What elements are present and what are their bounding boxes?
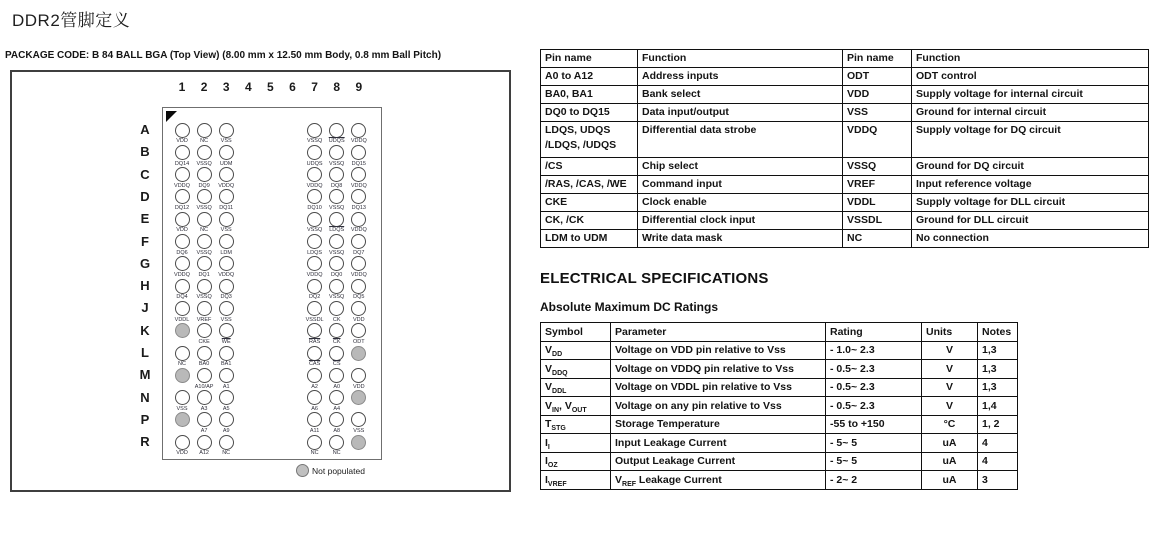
bga-ball-label: VDDQ [218,182,235,189]
parameter-cell: Voltage on VDDL pin relative to Vss [611,378,826,397]
parameter-cell: Output Leakage Current [611,452,826,471]
bga-ball-label: A7 [200,428,208,435]
bga-ball-label: ODT [352,338,365,345]
bga-column-number: 9 [355,80,363,94]
function-cell: Supply voltage for internal circuit [912,86,1149,104]
bga-row-letter: C [140,166,150,182]
pin-name-cell: NC [843,230,912,248]
bga-ball [219,212,234,227]
bga-row-letter: G [139,255,151,271]
bga-ball [219,279,234,294]
notes-cell: 1,3 [978,378,1018,397]
table-row [541,452,1018,471]
bga-column-number: 4 [244,80,252,94]
bga-ball-label: VDDQ [306,182,323,189]
table-row [541,341,1018,360]
bga-ball [197,212,212,227]
pin-name-cell: VSSDL [843,212,912,230]
absolute-maximum-dc-ratings-heading: Absolute Maximum DC Ratings [540,300,719,314]
function-cell: Supply voltage for DQ circuit [912,122,1149,158]
pin-table-header-cell: Pin name [541,50,638,68]
bga-ball-label: A10/AP [194,383,214,390]
bga-ball [219,368,234,383]
bga-ball [351,368,366,383]
bga-ball-label: VSSQ [306,227,323,234]
bga-ball-label: A9 [222,428,230,435]
bga-ball-label: LDM [220,249,232,256]
bga-row-letter: D [140,188,150,204]
bga-ball-label: $\overline{CAS}$ [308,361,321,368]
pin-name-cell: DQ0 to DQ15 [541,104,638,122]
pin-name-cell: BA0, BA1 [541,86,638,104]
bga-ball [197,123,212,138]
rating-cell: - 0.5~ 2.3 [826,397,922,416]
bga-ball-label: UDQS [306,160,323,167]
pin-table-header-cell: Function [912,50,1149,68]
bga-row-letter: K [140,322,150,338]
bga-ball-label: DQ0 [331,272,343,278]
bga-ball-label: A4 [333,405,341,412]
bga-ball [197,256,212,271]
rating-cell: - 2~ 2 [826,471,922,490]
bga-ball-label: DQ9 [198,182,210,189]
pin-name-cell: CKE [541,194,638,212]
bga-ball [329,368,344,383]
table-row [541,415,1018,434]
bga-ball-label: VDD [352,316,365,323]
parameter-cell: $V_{REF}$ Leakage Current [611,471,826,490]
bga-ball [197,346,212,361]
bga-ball [175,412,190,427]
bga-ball [351,279,366,294]
bga-ball-label: VDDL [174,316,190,323]
pin-name-cell: VREF [843,176,912,194]
bga-ball [307,234,322,249]
notes-cell: 4 [978,434,1018,453]
bga-ball-label: VSS [176,405,188,412]
bga-ball [175,212,190,227]
bga-ball [219,323,234,338]
bga-ball-label: VSS [220,316,232,323]
bga-ball [175,368,190,383]
bga-ball-label: A12 [199,450,209,457]
bga-ball [175,435,190,450]
spec-table-header-cell: Notes [978,323,1018,342]
bga-ball-label: VDD [176,450,188,457]
bga-ball-label: A1 [222,383,230,390]
bga-ball [197,279,212,294]
bga-ball-label: A8 [333,428,341,435]
pin-name-cell: VSS [843,104,912,122]
parameter-cell: Voltage on VDD pin relative to Vss [611,341,826,360]
bga-ball [197,145,212,160]
bga-ball-label: DQ1 [198,272,210,278]
bga-column-number: 2 [200,80,208,94]
bga-row-letter: E [140,211,150,227]
bga-column-number: 3 [222,80,230,94]
bga-ball [219,189,234,204]
function-cell: Ground for DLL circuit [912,212,1149,230]
bga-row-letter: H [140,278,150,294]
bga-ball-label: DQ8 [331,182,343,189]
bga-ball [175,167,190,182]
function-cell: Command input [638,176,843,194]
bga-ball-label: LDQS [329,227,345,234]
spec-table-header-cell: Parameter [611,323,826,342]
pin1-marker-icon [166,111,177,122]
symbol-cell: $I_{OZ}$ [541,452,611,471]
notes-cell: 1,3 [978,360,1018,379]
bga-column-number: 8 [333,80,341,94]
bga-ball [307,435,322,450]
bga-column-number: 5 [267,80,274,94]
bga-ball [219,346,234,361]
bga-column-number: 7 [311,80,318,94]
bga-ball-label: VDDQ [350,227,367,234]
bga-ball [329,346,344,361]
units-cell: V [922,378,978,397]
pin-table-header-cell: Function [638,50,843,68]
symbol-cell: $V_{IN}$, $V_{OUT}$ [541,397,611,416]
bga-ball-label: VDDQ [218,272,235,278]
bga-ball [219,256,234,271]
bga-ball-label: VDD [176,227,188,234]
bga-ball-label: NC [200,227,209,234]
bga-ball [175,189,190,204]
bga-ball [351,212,366,227]
bga-ball-label: BA0 [198,361,210,368]
units-cell: V [922,397,978,416]
bga-ball-label: VSSQ [329,294,345,301]
bga-ball-label: VDDQ [350,138,367,145]
bga-ball-label: VSSQ [196,294,212,301]
bga-ball [175,323,190,338]
bga-ball-label: VDDQ [174,272,190,278]
bga-ball [307,346,322,361]
function-cell: Ground for internal circuit [912,104,1149,122]
units-cell: V [922,360,978,379]
table-row [541,378,1018,397]
rating-cell: - 5~ 5 [826,452,922,471]
bga-ball [175,256,190,271]
table-row [541,397,1018,416]
spec-table-header-cell: Units [922,323,978,342]
bga-ball-label: $\overline{RAS}$ [308,338,321,345]
function-cell: Differential clock input [638,212,843,230]
bga-row-letter: P [140,411,150,427]
bga-ball [175,234,190,249]
bga-ball-label: CK [332,316,341,323]
table-row [541,212,1149,230]
bga-column-number: 6 [289,80,296,94]
bga-row-letter: F [141,233,149,249]
parameter-cell: Storage Temperature [611,415,826,434]
units-cell: °C [922,415,978,434]
bga-ball-label: VSSQ [196,160,212,167]
bga-ball [329,123,344,138]
pin-table-header-row [541,50,1149,68]
bga-ball [197,189,212,204]
table-row [541,68,1149,86]
bga-ball-label: A2 [311,383,318,390]
bga-row-letter: J [141,300,149,316]
bga-ball-label: UDQS [328,138,345,145]
bga-ball [197,323,212,338]
bga-ball [219,123,234,138]
bga-ball-label: NC [332,450,341,457]
bga-ball [307,279,322,294]
table-row [541,176,1149,194]
pin-name-cell: LDQS, UDQS /LDQS, /UDQS [541,122,638,158]
notes-cell: 4 [978,452,1018,471]
units-cell: uA [922,434,978,453]
parameter-cell: Input Leakage Current [611,434,826,453]
bga-ball [175,390,190,405]
table-row [541,122,1149,158]
spec-table-header-row [541,323,1018,342]
table-row [541,104,1149,122]
bga-column-number: 1 [178,80,186,94]
bga-ball [197,435,212,450]
table-row [541,434,1018,453]
bga-ball-label: DQ4 [176,294,188,301]
table-row [541,471,1018,490]
bga-ball-label: A5 [222,405,230,412]
pin-name-cell: VDDL [843,194,912,212]
absolute-maximum-dc-ratings-table [540,322,1018,490]
pin-name-cell: VDDQ [843,122,912,158]
bga-ball-label: BA1 [220,361,232,368]
rating-cell: - 0.5~ 2.3 [826,360,922,379]
bga-ball-label: VDD [176,138,188,145]
parameter-cell: Voltage on any pin relative to Vss [611,397,826,416]
bga-ball-label: A6 [311,405,318,412]
pin-name-cell: /RAS, /CAS, /WE [541,176,638,194]
function-cell: Clock enable [638,194,843,212]
bga-ball-label: DQ15 [351,160,366,167]
symbol-cell: $T_{STG}$ [541,415,611,434]
spec-table-header-cell: Symbol [541,323,611,342]
pin-name-cell: ODT [843,68,912,86]
bga-ball-label: NC [178,361,186,368]
bga-ball-label: DQ12 [174,205,190,212]
bga-ball-label: VDDQ [350,272,367,278]
notes-cell: 3 [978,471,1018,490]
bga-ball [329,279,344,294]
pin-name-cell: CK, /CK [541,212,638,230]
table-row [541,86,1149,104]
function-cell: ODT control [912,68,1149,86]
symbol-cell: $I_I$ [541,434,611,453]
bga-row-letter: M [139,367,151,383]
table-row [541,194,1149,212]
bga-ball-label: $\overline{CS}$ [332,361,341,368]
function-cell: Bank select [638,86,843,104]
pin-name-cell: VDD [843,86,912,104]
bga-ball-label: DQ14 [174,160,190,167]
not-populated-ball-icon [296,464,309,477]
bga-ball-label: DQ5 [353,294,365,301]
bga-ball [219,234,234,249]
function-cell: Address inputs [638,68,843,86]
bga-ball-label: VSS [220,138,232,145]
symbol-cell: $V_{DD}$ [541,341,611,360]
bga-ball [307,123,322,138]
bga-ball-label: $\overline{CK}$ [332,338,341,345]
bga-ball [329,435,344,450]
parameter-cell: Voltage on VDDQ pin relative to Vss [611,360,826,379]
bga-ball [351,145,366,160]
bga-ball [219,412,234,427]
bga-ball-label: LDQS [307,249,323,256]
function-cell: Write data mask [638,230,843,248]
bga-ball-label: VDDQ [174,182,190,189]
bga-ball-label: VSSQ [329,205,345,212]
bga-ball [329,145,344,160]
units-cell: uA [922,452,978,471]
bga-ball-label: NC [200,138,209,145]
bga-ball [175,301,190,316]
bga-ball-label: NC [310,450,319,457]
bga-ball [219,435,234,450]
bga-ball-label: DQ11 [219,205,234,212]
bga-ball [197,167,212,182]
bga-ball-label: VSSQ [329,249,345,256]
bga-ball [197,368,212,383]
bga-ball-label: VSSQ [306,138,323,145]
bga-row-letter: N [140,389,150,405]
bga-ball-label: VSS [353,428,365,435]
rating-cell: - 1.0~ 2.3 [826,341,922,360]
bga-ball [329,212,344,227]
function-cell: Differential data strobe [638,122,843,158]
function-cell: Ground for DQ circuit [912,158,1149,176]
bga-row-letter: R [140,434,150,450]
symbol-cell: $V_{DDL}$ [541,378,611,397]
pin-table-header-cell: Pin name [843,50,912,68]
table-row [541,158,1149,176]
bga-ball [351,346,366,361]
spec-table-header-cell: Rating [826,323,922,342]
bga-ball-label: VDDQ [306,272,323,278]
bga-ball-label: VSSQ [196,205,212,212]
bga-ball-label: A11 [309,428,320,435]
bga-ball-label: $\overline{WE}$ [221,338,231,345]
bga-ball-label: DQ2 [308,294,321,301]
notes-cell: 1, 2 [978,415,1018,434]
bga-ball-label: NC [222,450,231,457]
pin-name-cell: A0 to A12 [541,68,638,86]
package-code-line: PACKAGE CODE: B 84 BALL BGA (Top View) (8.00 mm x 12.50 mm Body, 0.8 mm Ball Pitch) [5,50,442,61]
bga-row-letter: A [140,122,150,137]
bga-ball-label: DQ3 [220,294,232,301]
bga-ball [307,301,322,316]
table-row [541,360,1018,379]
bga-ball [197,390,212,405]
electrical-specifications-heading: ELECTRICAL SPECIFICATIONS [540,270,769,287]
symbol-cell: $V_{DDQ}$ [541,360,611,379]
bga-row-letter: L [141,345,149,360]
bga-ball-label: VSS [220,227,232,234]
bga-ball-label: A0 [333,383,341,390]
bga-ball [351,435,366,450]
bga-ball [307,212,322,227]
rating-cell: - 5~ 5 [826,434,922,453]
bga-ball-label: VSSDL [305,316,324,323]
pin-function-table [540,49,1149,248]
bga-ball-label: A3 [200,405,208,412]
symbol-cell: $I_{VREF}$ [541,471,611,490]
bga-ball [197,301,212,316]
bga-ball [175,346,190,361]
page-title: DDR2管脚定义 [12,11,131,30]
pin-name-cell: LDM to UDM [541,230,638,248]
bga-ball [175,123,190,138]
bga-ball [351,123,366,138]
pin-name-cell: VSSQ [843,158,912,176]
function-cell: No connection [912,230,1149,248]
table-row [541,230,1149,248]
function-cell: Data input/output [638,104,843,122]
bga-ball-label: VSSQ [196,249,212,256]
function-cell: Supply voltage for DLL circuit [912,194,1149,212]
bga-ball-label: DQ7 [353,249,365,256]
rating-cell: - 0.5~ 2.3 [826,378,922,397]
bga-ball [329,301,344,316]
bga-ball-label: UDM [219,160,233,167]
bga-ball-label: DQ6 [176,249,188,256]
bga-ball [219,390,234,405]
units-cell: uA [922,471,978,490]
bga-ball-label: VDD [352,383,365,390]
bga-ball-label: DQ10 [307,205,322,212]
bga-ball-label: DQ13 [351,205,366,212]
bga-ball-label: VREF [196,316,212,323]
units-cell: V [922,341,978,360]
bga-ball [219,167,234,182]
notes-cell: 1,3 [978,341,1018,360]
bga-ball [197,234,212,249]
bga-ball-label: CKE [198,338,210,345]
bga-ball [219,301,234,316]
bga-ball [307,145,322,160]
bga-ball [175,279,190,294]
bga-ball-label: VSSQ [329,160,345,167]
bga-ball [307,368,322,383]
bga-ball [219,145,234,160]
function-cell: Input reference voltage [912,176,1149,194]
bga-ball-label: VDDQ [350,182,367,189]
pin-name-cell: /CS [541,158,638,176]
bga-row-letter: B [140,144,150,160]
function-cell: Chip select [638,158,843,176]
bga-ball [175,145,190,160]
not-populated-label: Not populated [312,466,365,476]
bga-ball [197,412,212,427]
notes-cell: 1,4 [978,397,1018,416]
rating-cell: -55 to +150 [826,415,922,434]
